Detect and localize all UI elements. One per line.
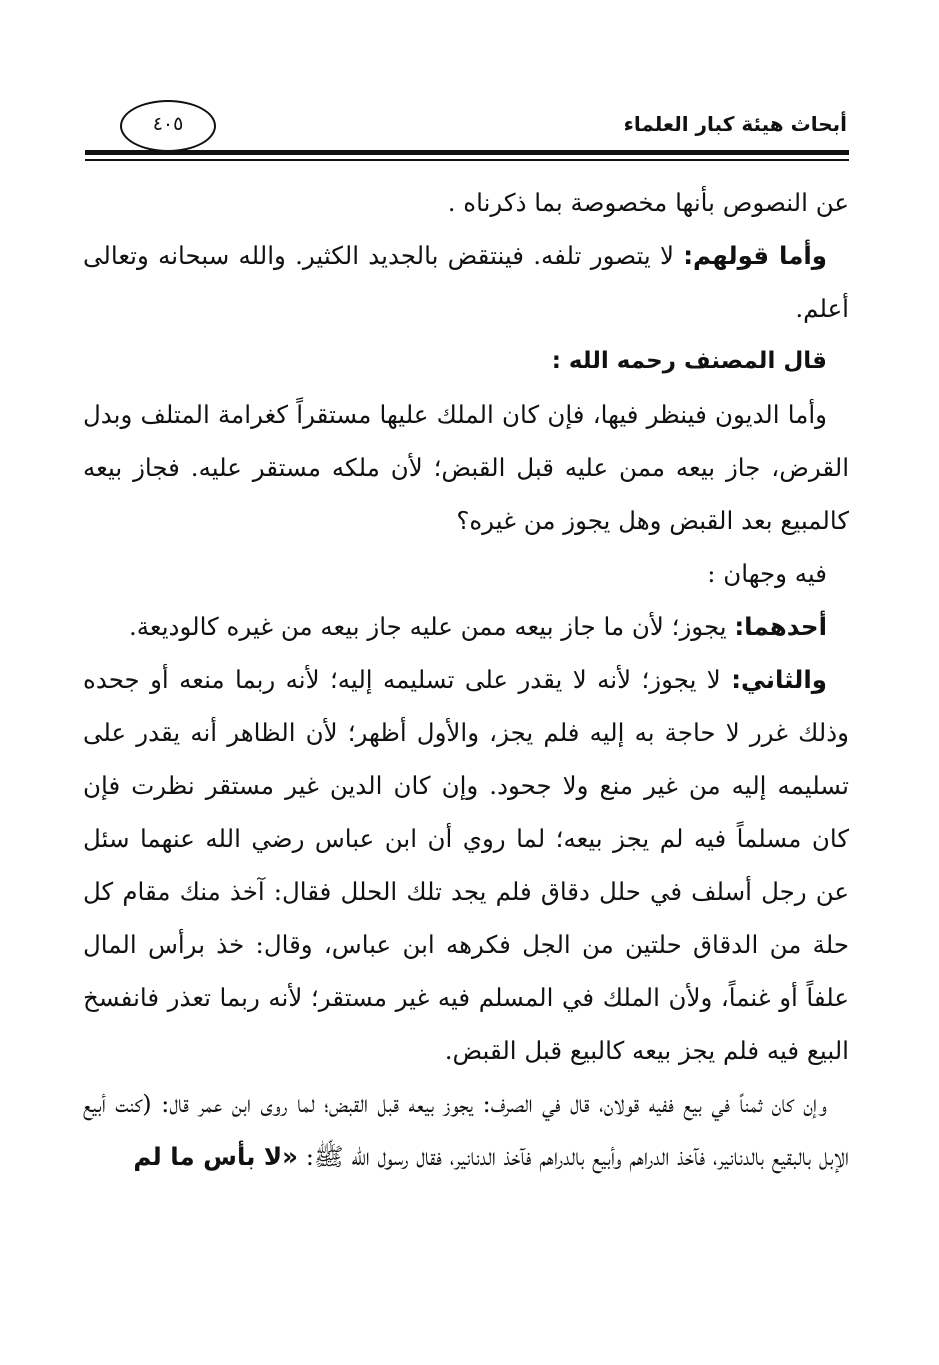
paragraph-7-lead: والثاني: [731,665,827,694]
author-heading: قال المصنف رحمه الله : [551,348,827,374]
paragraph-7 [83,653,849,1077]
paragraph-2 [83,229,849,335]
paragraph-1: عن النصوص بأنها مخصوصة بما ذكرناه . [447,188,849,217]
paragraph-2-lead: وأما قولهم: [683,241,827,270]
header-rule-thick [85,150,849,155]
paragraph-5: فيه وجهان : [707,559,827,588]
body-text [83,176,849,1183]
paragraph-2-text: لا يتصور تلفه. فينتقض بالجديد الكثير. والله سبحانه وتعالى أعلم. [83,241,849,323]
header-rule-thin [85,159,849,161]
page-number-badge [120,100,216,152]
page-number: ٤٠٥ [152,113,184,135]
paragraph-6-lead: أحدهما: [734,612,827,641]
paragraph-6 [83,600,849,653]
paragraph-8-text: وإن كان ثمناً في بيع ففيه قولان، قال في الصرف: يجوز بيعه قبل القبض؛ لما روى ابن عمر قال: (كنت أبيع الإبل بالبقيع بالدنانير، فآخذ الدراهم وأبيع بالدراهم فآخذ الدنانير، فقال رسول الله ﷺ: [83,1089,849,1171]
paragraph-8 [83,1077,849,1183]
running-head-title: أبحاث هيئة كبار العلماء [623,112,847,136]
paragraph-6-text: يجوز؛ لأن ما جاز بيعه ممن عليه جاز بيعه من غيره كالوديعة. [128,612,735,641]
paragraph-4: وأما الديون فينظر فيها، فإن كان الملك عليها مستقراً كغرامة المتلف وبدل القرض، جاز بيعه ممن عليه قبل القبض؛ لأن ملكه مستقر عليه. فجاز بيعه كالمبيع بعد القبض وهل يجوز من غيره؟ [83,400,849,535]
paragraph-8-quote: «لا بأس ما لم [133,1142,298,1171]
paragraph-7-text: لا يجوز؛ لأنه لا يقدر على تسليمه إليه؛ لأنه ربما منعه أو جحده وذلك غرر لا حاجة به إليه فلم يجز، والأول أظهر؛ لأن الظاهر أنه يقدر على تسليمه إليه من غير منع ولا جحود. وإن كان الدين غير مستقر نظرت فإن كان مسلماً فيه لم يجز بيعه؛ لما روي أن ابن عباس رضي الله عنهما سئل عن رجل أسلف في حلل دقاق فلم يجد تلك الحلل فقال: آخذ منك مقام كل حلة من الدقاق حلتين من الجل فكرهه ابن عباس، وقال: خذ برأس المال علفاً أو غنماً، ولأن الملك في المسلم فيه غير مستقر؛ لأنه ربما تعذر فانفسخ البيع فيه فلم يجز بيعه كالبيع قبل القبض. [83,665,849,1065]
